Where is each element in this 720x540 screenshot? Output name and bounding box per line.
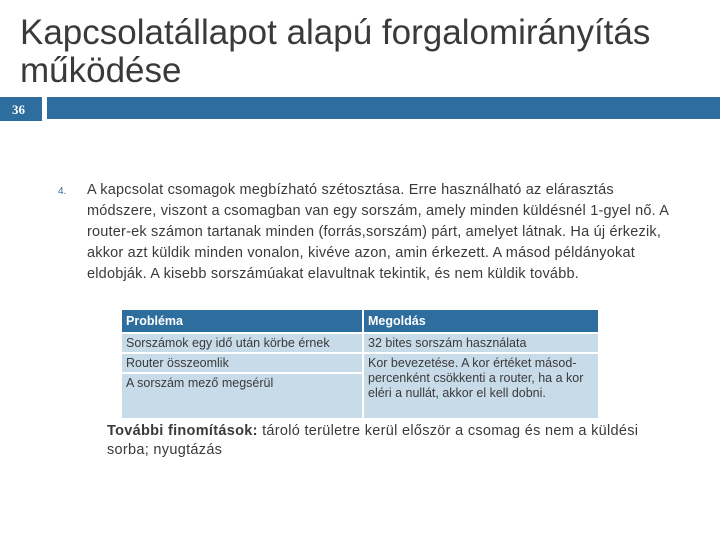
table-cell: Kor bevezetése. A kor értéket másod-percenként csökkenti a router, ha a kor eléri a nullát, akkor el kell dobni. [364, 354, 598, 418]
slide-title: Kapcsolatállapot alapú forgalomirányítás működése [20, 13, 651, 90]
list-item-number: 4. [58, 186, 67, 197]
problem-solution-table [120, 308, 600, 420]
slide-number: 36 [12, 102, 25, 117]
list-item-text: A kapcsolat csomagok megbízható szétosztása. Erre használható az elárasztás módszere, viszont a csomagban van egy sorszám, amely minden küldésnél 1-gyel nő. A router-ek számon tartanak minden (forrás,sorszám) párt, amelyet látnak. Ha új érkezik, akkor azt küldik minden vonalon, kivéve azon, amin érkezett. A másod példányokat eldobják. A kisebb sorszámúakat elavultnak tekintik, és nem küldik tovább. [87, 182, 669, 282]
bullet-rest: tároló területre kerül először a csomag és nem a küldési sorba; nyugtázás [107, 423, 639, 458]
table-row [122, 354, 598, 372]
table-header-row [122, 310, 598, 332]
table-cell: Router összeomlik [122, 354, 362, 372]
title-underline-bar [47, 97, 720, 119]
table-cell: 32 bites sorszám használata [364, 334, 598, 352]
table-row [122, 334, 598, 352]
table-header-problem: Probléma [122, 310, 362, 332]
table-cell: Sorszámok egy idő után körbe érnek [122, 334, 362, 352]
bullet-bold-lead: További finomítások: [107, 423, 258, 439]
table-header-solution: Megoldás [364, 310, 598, 332]
table-cell: A sorszám mező megsérül [122, 374, 362, 418]
bullet-text [107, 422, 667, 460]
